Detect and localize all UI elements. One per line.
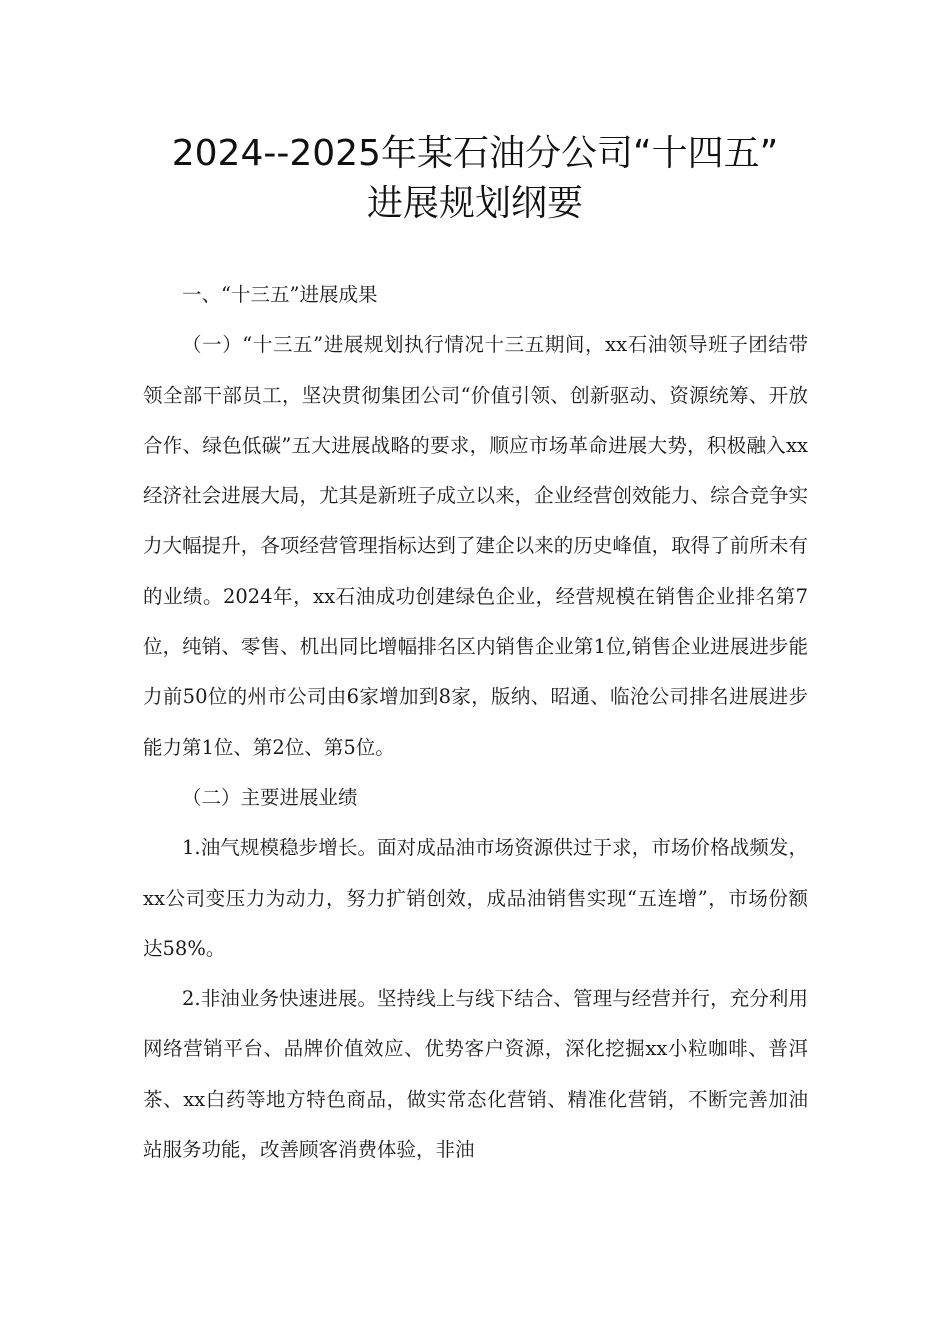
- paragraph-execution: （一）“十三五”进展规划执行情况十三五期间，xx石油领导班子团结带领全部干部员工，坚决贯彻集团公司“价值引领、创新驱动、资源统筹、开放合作、绿色低碳”五大进展战略的要求，顺应市场革命进展大势，积极融入xx经济社会进展大局，尤其是新班子成立以来，企业经营创效能力、综合竞争实力大幅提升，各项经营管理指标达到了建企以来的历史峰值，取得了前所未有的业绩。2024年，xx石油成功创建绿色企业，经营规模在销售企业排名第7位，纯销、零售、机出同比增幅排名区内销售企业第1位,销售企业进展进步能力前50位的州市公司由6家增加到8家，版纳、昭通、临沧公司排名进展进步能力第1位、第2位、第5位。: [143, 333, 808, 759]
- document-title-line2: 进展规划纲要: [366, 183, 583, 224]
- document-title-line1: 2024--2025年某石油分公司“十四五”: [171, 133, 779, 174]
- paragraph-item-1: 1.油气规模稳步增长。面对成品油市场资源供过于求，市场价格战频发，xx公司变压力为动力，努力扩销创效，成品油销售实现“五连增”，市场份额达58%。: [143, 836, 808, 960]
- subsection-heading: （二）主要进展业绩: [182, 785, 358, 809]
- section-heading: 一、“十三五”进展成果: [182, 283, 378, 306]
- document-body: [143, 270, 808, 1175]
- paragraph-item-2: 2.非油业务快速进展。坚持线上与线下结合、管理与经营并行，充分利用网络营销平台、品牌价值效应、优势客户资源，深化挖掘xx小粒咖啡、普洱茶、xx白药等地方特色商品，做实常态化营销、精准化营销，不断完善加油站服务功能，改善顾客消费体验，非油: [143, 987, 808, 1162]
